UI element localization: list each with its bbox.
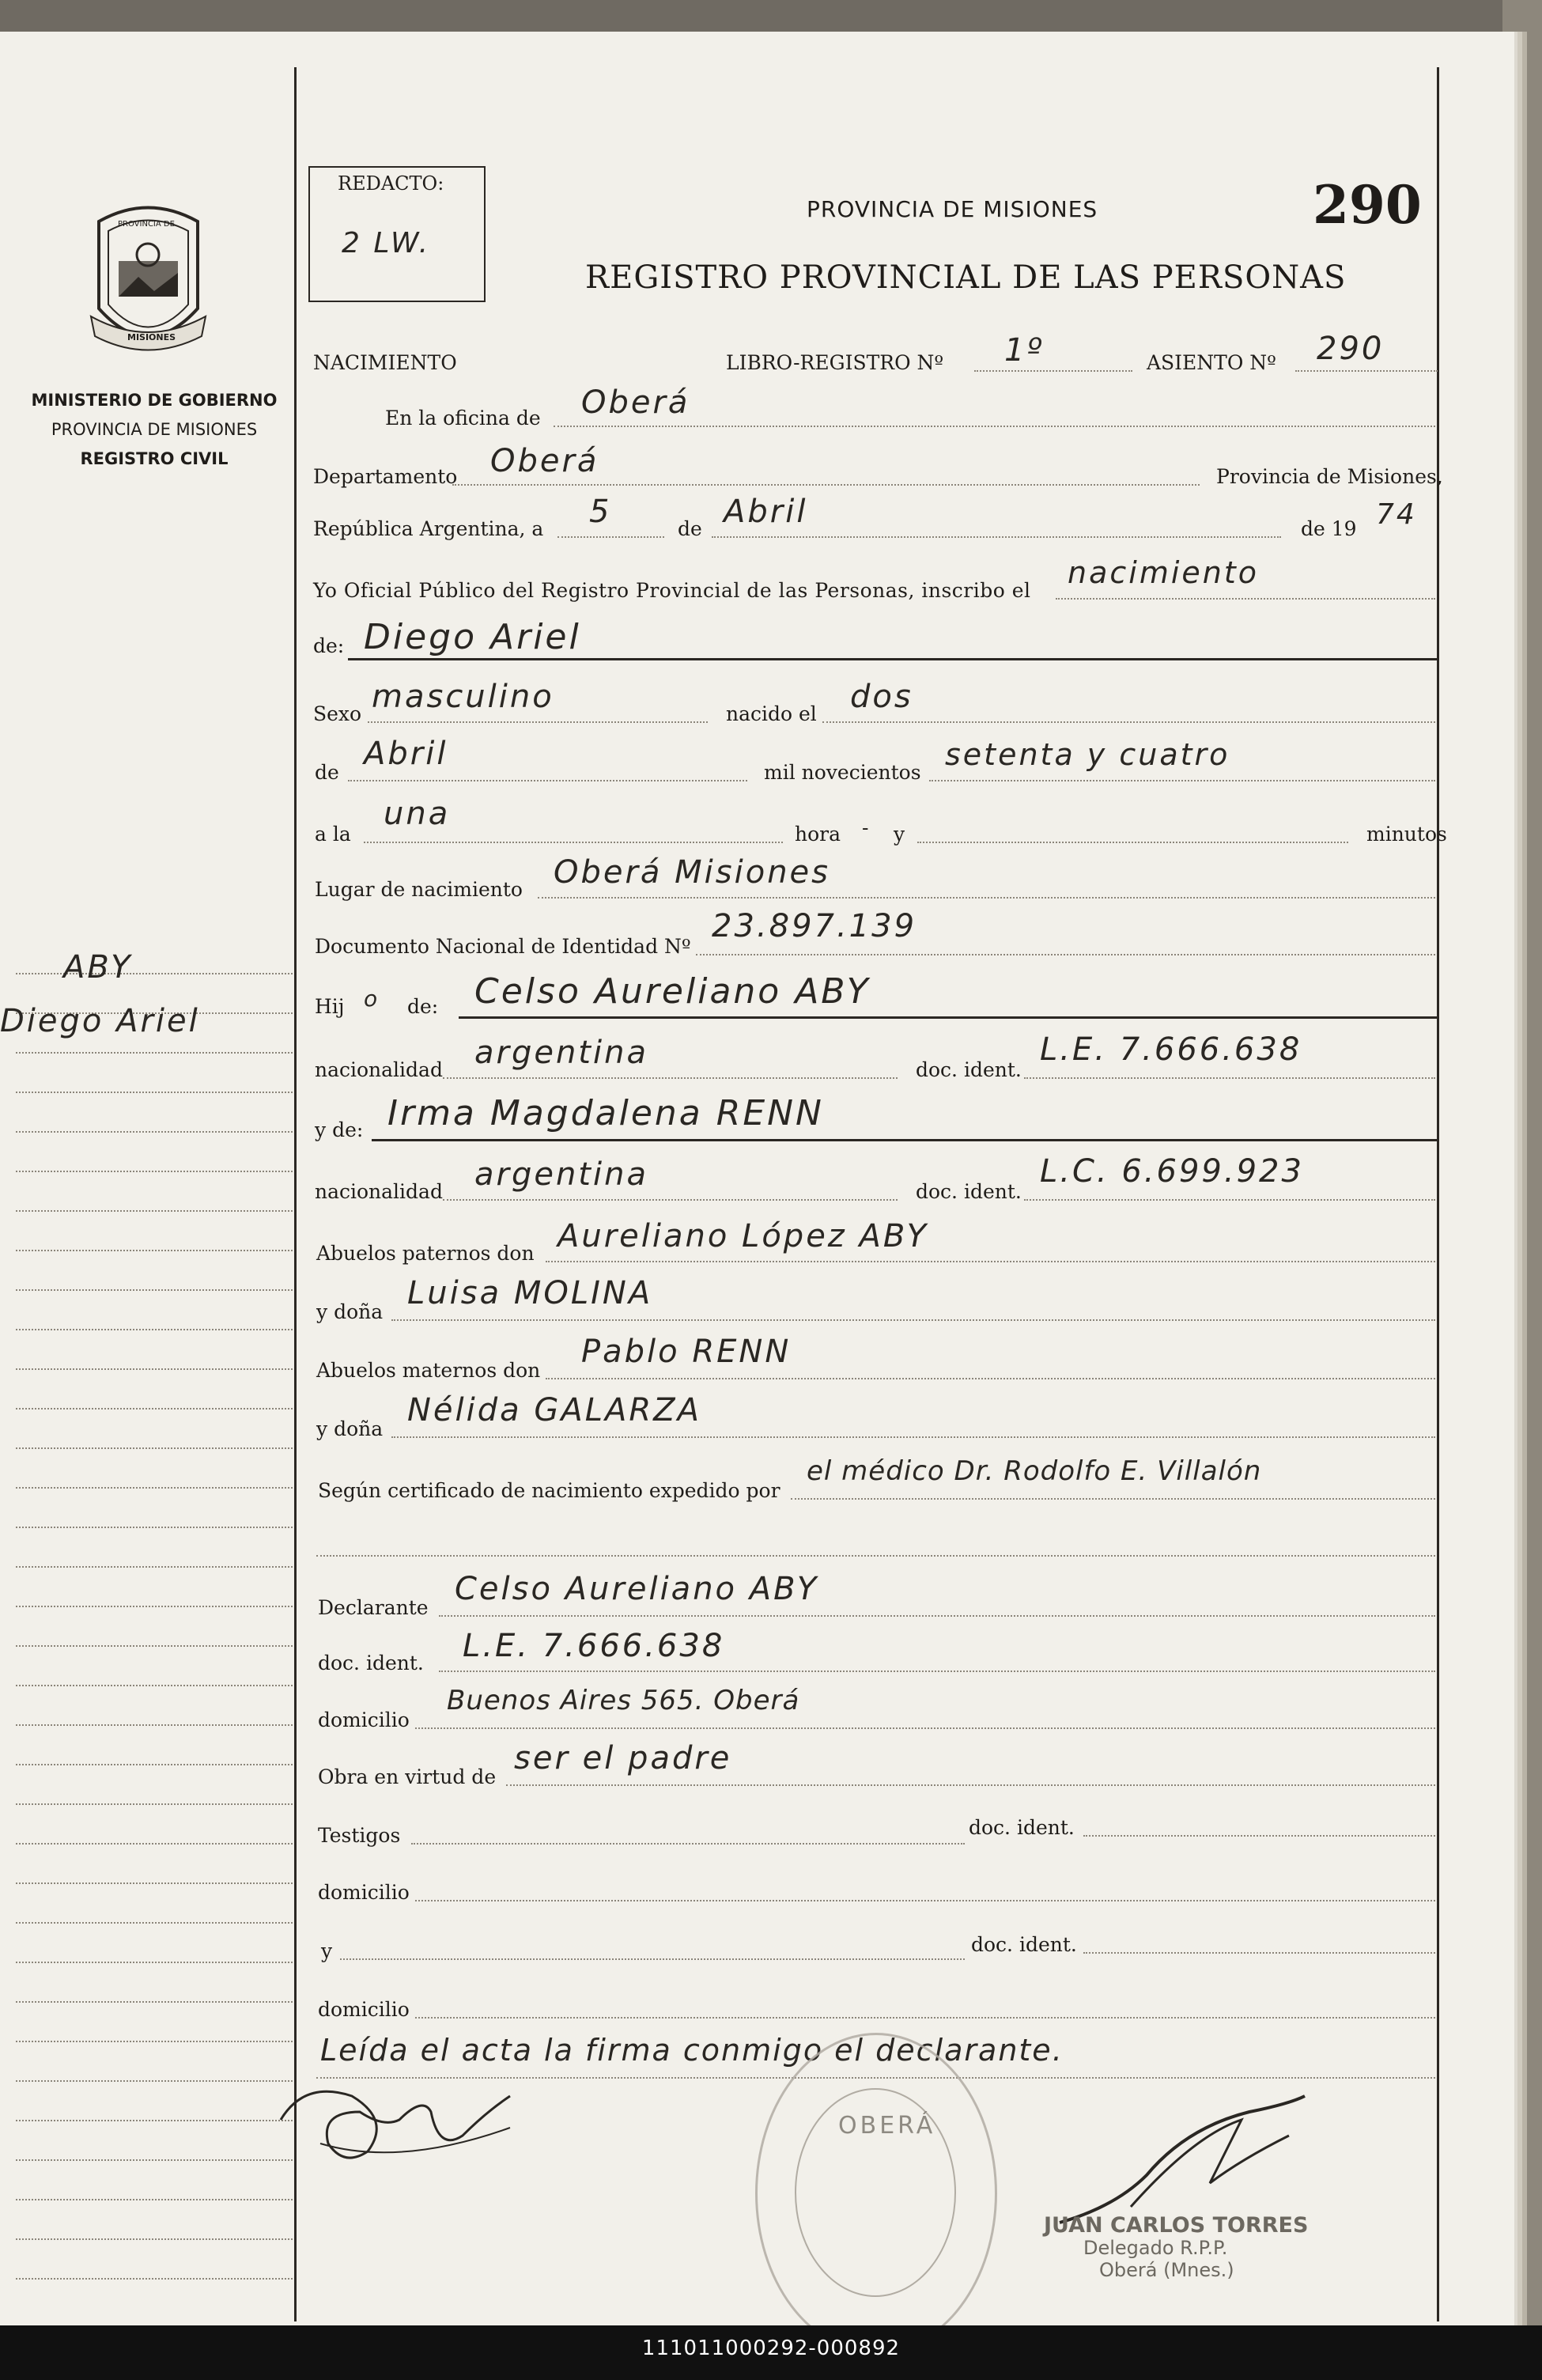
margin-line bbox=[16, 1171, 293, 1172]
segun-line bbox=[791, 1498, 1435, 1500]
stamp-top-text: OBERÁ bbox=[838, 2112, 936, 2140]
padre-value: Celso Aureliano ABY bbox=[474, 971, 871, 1012]
de-label: de bbox=[678, 517, 702, 540]
libro-label: LIBRO-REGISTRO Nº bbox=[726, 351, 944, 374]
margin-line bbox=[16, 1606, 293, 1607]
oficial-value: nacimiento bbox=[1068, 555, 1260, 590]
testigos-line bbox=[411, 1843, 965, 1845]
ala-label: a la bbox=[315, 823, 351, 846]
delegate-name: JUAN CARLOS TORRES bbox=[1044, 2213, 1309, 2238]
margin-line bbox=[16, 1724, 293, 1726]
margin-line bbox=[16, 1487, 293, 1489]
oficina-label: En la oficina de bbox=[385, 407, 541, 429]
margin-line bbox=[16, 1764, 293, 1765]
margin-line bbox=[16, 1131, 293, 1133]
domicilio2-label: domicilio bbox=[318, 1881, 410, 1904]
ab-mat-line bbox=[546, 1378, 1435, 1379]
nac2-value: argentina bbox=[474, 1156, 648, 1193]
dni-line bbox=[696, 954, 1435, 955]
document-code: 111011000292-000892 bbox=[641, 2336, 901, 2360]
redacto-value: 2 LW. bbox=[342, 227, 431, 259]
nac2-line bbox=[443, 1199, 898, 1201]
de-year-label: de 19 bbox=[1301, 517, 1357, 540]
margin-line bbox=[16, 1566, 293, 1568]
doc1-label: doc. ident. bbox=[916, 1058, 1022, 1081]
margin-line bbox=[16, 1329, 293, 1330]
ydona2-line bbox=[391, 1436, 1435, 1438]
name-value: Diego Ariel bbox=[364, 617, 581, 657]
oficina-value: Oberá bbox=[581, 384, 690, 421]
nac1-line bbox=[443, 1077, 898, 1079]
ab-pat-label: Abuelos paternos don bbox=[316, 1242, 535, 1265]
margin-line bbox=[16, 2238, 293, 2240]
sexo-value: masculino bbox=[372, 679, 554, 715]
minutos-label: minutos bbox=[1366, 823, 1447, 846]
name-rule bbox=[348, 658, 1438, 660]
delegate-block bbox=[1044, 2215, 1308, 2281]
obra-value: ser el padre bbox=[514, 1740, 732, 1776]
ydona2-label: y doña bbox=[316, 1417, 384, 1440]
ab-mat-label: Abuelos maternos don bbox=[316, 1359, 541, 1382]
nac1-value: argentina bbox=[474, 1035, 648, 1071]
doc5-label: doc. ident. bbox=[971, 1933, 1077, 1956]
right-rule bbox=[1437, 67, 1439, 2321]
sexo-line bbox=[368, 721, 708, 723]
declarant-signature bbox=[273, 2064, 526, 2175]
ministry-line-2: PROVINCIA DE MISIONES bbox=[51, 420, 258, 439]
redacto-box bbox=[308, 166, 486, 302]
nac2-label: nacionalidad bbox=[315, 1180, 443, 1203]
header-number: 290 bbox=[1313, 174, 1422, 236]
republica-label: República Argentina, a bbox=[313, 517, 544, 540]
domicilio3-label: domicilio bbox=[318, 1998, 410, 2021]
delegate-role: Delegado R.P.P. bbox=[1083, 2237, 1228, 2259]
margin-line bbox=[16, 1843, 293, 1845]
ydona1-line bbox=[391, 1319, 1435, 1321]
year-value: 74 bbox=[1376, 498, 1417, 531]
margin-line bbox=[16, 1803, 293, 1805]
min-value: - bbox=[862, 816, 869, 839]
oficina-line bbox=[554, 426, 1435, 427]
madre-rule bbox=[372, 1139, 1438, 1141]
margin-note-given: Diego Ariel bbox=[0, 1003, 200, 1039]
libro-line bbox=[974, 370, 1132, 372]
seal-top-text: PROVINCIA DE bbox=[118, 220, 175, 229]
header-province: PROVINCIA DE MISIONES bbox=[807, 196, 1098, 222]
yde-label: y de: bbox=[315, 1118, 364, 1141]
domicilio3-line bbox=[415, 2017, 1435, 2019]
hijo-suffix: o bbox=[364, 986, 380, 1012]
libro-value: 1º bbox=[1004, 332, 1045, 369]
redacto-label: REDACTO: bbox=[338, 172, 444, 195]
madre-value: Irma Magdalena RENN bbox=[387, 1093, 824, 1133]
departamento-value: Oberá bbox=[490, 443, 599, 479]
margin-line bbox=[16, 1527, 293, 1528]
ab-mat-value: Pablo RENN bbox=[581, 1334, 792, 1370]
domicilio2-line bbox=[415, 1900, 1435, 1901]
margin-line bbox=[16, 2159, 293, 2161]
doc1-line bbox=[1024, 1077, 1435, 1079]
doc2-value: L.C. 6.699.923 bbox=[1040, 1153, 1304, 1190]
lugar-line bbox=[538, 897, 1435, 899]
hijo-label: Hij bbox=[315, 995, 345, 1018]
record-type-label: NACIMIENTO bbox=[313, 351, 457, 374]
mes2-value: Abril bbox=[364, 736, 448, 772]
doc2-label: doc. ident. bbox=[916, 1180, 1022, 1203]
ydona2-value: Nélida GALARZA bbox=[407, 1392, 701, 1428]
declarante-label: Declarante bbox=[318, 1596, 429, 1619]
doc3-label: doc. ident. bbox=[318, 1652, 424, 1674]
provincia-label: Provincia de Misiones, bbox=[1216, 465, 1443, 488]
hora-line bbox=[364, 842, 783, 843]
margin-line bbox=[16, 973, 293, 974]
de-name-label: de: bbox=[313, 634, 345, 657]
margin-line bbox=[16, 2199, 293, 2200]
margin-line bbox=[16, 1447, 293, 1449]
margin-line bbox=[16, 2120, 293, 2121]
ab-pat-value: Aureliano López ABY bbox=[557, 1218, 929, 1254]
ydona1-label: y doña bbox=[316, 1300, 384, 1323]
oficial-line bbox=[1056, 598, 1435, 600]
segun-value: el médico Dr. Rodolfo E. Villalón bbox=[807, 1455, 1262, 1487]
margin-line bbox=[16, 1882, 293, 1884]
margin-line bbox=[16, 1250, 293, 1251]
y2-line bbox=[340, 1958, 965, 1960]
ministry-block bbox=[16, 386, 293, 474]
hora-label: hora bbox=[795, 823, 841, 846]
dni-value: 23.897.139 bbox=[712, 908, 917, 944]
margin-line bbox=[16, 1289, 293, 1291]
margin-line bbox=[16, 1368, 293, 1370]
segun-label: Según certificado de nacimiento expedido por bbox=[318, 1479, 780, 1502]
register-page bbox=[0, 32, 1514, 2325]
margin-line bbox=[16, 1092, 293, 1093]
margin-line bbox=[16, 1685, 293, 1686]
margin-line bbox=[16, 1645, 293, 1647]
anio-value: setenta y cuatro bbox=[945, 737, 1230, 772]
anio-line bbox=[929, 780, 1435, 781]
margin-line bbox=[16, 1210, 293, 1212]
nacido-line bbox=[822, 721, 1435, 723]
y2-label: y bbox=[321, 1939, 333, 1962]
margin-rule bbox=[294, 67, 297, 2321]
delegate-place: Oberá (Mnes.) bbox=[1099, 2259, 1234, 2281]
dia-value: 5 bbox=[589, 494, 612, 530]
dni-label: Documento Nacional de Identidad Nº bbox=[315, 935, 691, 958]
margin-line bbox=[16, 1408, 293, 1409]
segun-line-2 bbox=[316, 1555, 1435, 1557]
sexo-label: Sexo bbox=[313, 702, 362, 725]
doc4-line bbox=[1083, 1835, 1435, 1837]
asiento-label: ASIENTO Nº bbox=[1147, 351, 1276, 374]
nacido-value: dos bbox=[850, 679, 913, 715]
domicilio-line bbox=[415, 1727, 1435, 1729]
ab-pat-line bbox=[546, 1261, 1435, 1262]
obra-line bbox=[506, 1784, 1435, 1786]
dia-line bbox=[557, 536, 664, 538]
declarante-line bbox=[439, 1615, 1435, 1617]
mes-line bbox=[712, 536, 1281, 538]
margin-note-surname: ABY bbox=[63, 949, 133, 986]
margin-line bbox=[16, 2041, 293, 2042]
domicilio-value: Buenos Aires 565. Oberá bbox=[447, 1685, 800, 1716]
mil-label: mil novecientos bbox=[764, 761, 921, 784]
asiento-value: 290 bbox=[1317, 331, 1385, 367]
de2-label: de bbox=[315, 761, 339, 784]
ydona1-value: Luisa MOLINA bbox=[407, 1275, 653, 1311]
obra-label: Obra en virtud de bbox=[318, 1765, 497, 1788]
declarante-value: Celso Aureliano ABY bbox=[455, 1571, 819, 1607]
header-title: REGISTRO PROVINCIAL DE LAS PERSONAS bbox=[585, 259, 1347, 296]
margin-line bbox=[16, 2001, 293, 2003]
doc2-line bbox=[1024, 1199, 1435, 1201]
min-line bbox=[917, 842, 1348, 843]
doc1-value: L.E. 7.666.638 bbox=[1040, 1031, 1302, 1068]
nacido-label: nacido el bbox=[726, 702, 817, 725]
y-label: y bbox=[894, 823, 905, 846]
domicilio-label: domicilio bbox=[318, 1708, 410, 1731]
margin-line bbox=[16, 1962, 293, 1963]
doc3-line bbox=[439, 1671, 1435, 1672]
padre-rule bbox=[459, 1016, 1438, 1019]
testigos-label: Testigos bbox=[318, 1824, 401, 1847]
mes-value: Abril bbox=[724, 494, 808, 530]
ministry-line-1: MINISTERIO DE GOBIERNO bbox=[31, 391, 278, 410]
margin-line bbox=[16, 1922, 293, 1924]
margin-line bbox=[16, 1052, 293, 1054]
doc4-label: doc. ident. bbox=[969, 1816, 1075, 1839]
departamento-label: Departamento bbox=[313, 465, 458, 488]
nac1-label: nacionalidad bbox=[315, 1058, 443, 1081]
asiento-line bbox=[1295, 370, 1438, 372]
hijo-de-label: de: bbox=[407, 995, 439, 1018]
margin-line bbox=[16, 2278, 293, 2280]
hora-value: una bbox=[384, 796, 451, 832]
mes2-line bbox=[348, 780, 747, 781]
ministry-line-3: REGISTRO CIVIL bbox=[80, 449, 229, 468]
lugar-label: Lugar de nacimiento bbox=[315, 878, 523, 901]
doc5-line bbox=[1083, 1952, 1435, 1954]
provincial-seal-icon bbox=[83, 198, 214, 360]
closing-value: Leída el acta la firma conmigo el declarante. bbox=[320, 2033, 1064, 2068]
seal-bottom-text: MISIONES bbox=[127, 332, 176, 342]
doc3-value: L.E. 7.666.638 bbox=[463, 1628, 725, 1664]
lugar-value: Oberá Misiones bbox=[554, 854, 831, 891]
departamento-line bbox=[452, 484, 1200, 486]
oficial-label: Yo Oficial Público del Registro Provincial de las Personas, inscribo el bbox=[313, 579, 1031, 602]
margin-line bbox=[16, 2080, 293, 2082]
